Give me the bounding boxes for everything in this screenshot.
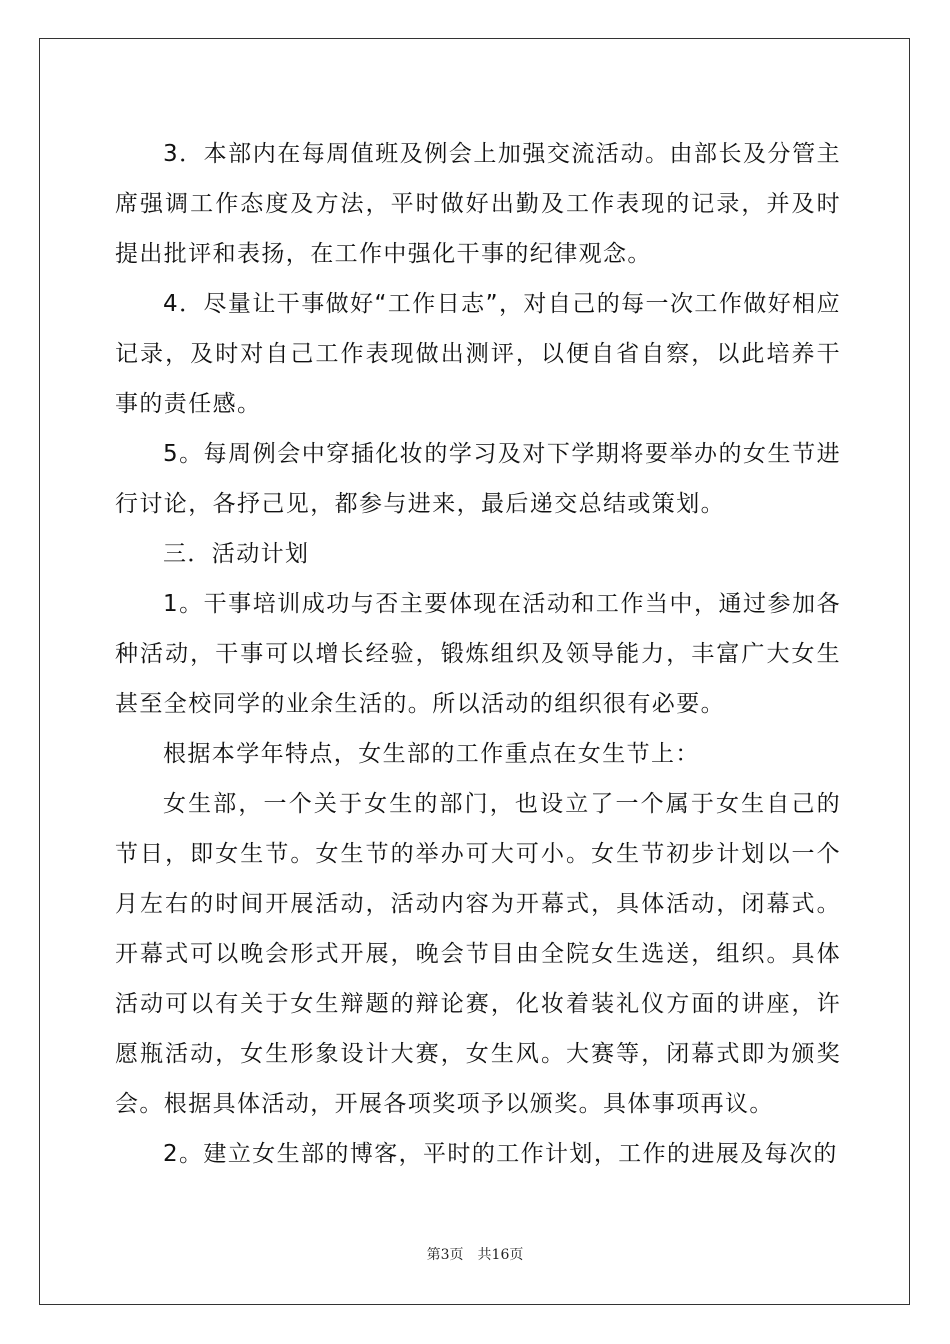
- document-body: [115, 129, 841, 1179]
- paragraph-item-4: 4．尽量让干事做好“工作日志”，对自己的每一次工作做好相应记录，及时对自己工作表现做出测评，以便自省自察，以此培养干事的责任感。: [115, 291, 841, 417]
- page-footer: [0, 1244, 950, 1264]
- paragraph-item-5: 5。每周例会中穿插化妆的学习及对下学期将要举办的女生节进行讨论，各抒己见，都参与进来，最后递交总结或策划。: [115, 441, 841, 517]
- page-number-current: 第3页: [426, 1247, 464, 1263]
- paragraph-item-3: 3．本部内在每周值班及例会上加强交流活动。由部长及分管主席强调工作态度及方法，平时做好出勤及工作表现的记录，并及时提出批评和表扬，在工作中强化干事的纪律观念。: [115, 141, 841, 267]
- section-heading-activity-plan: 三．活动计划: [163, 541, 310, 567]
- paragraph-focus: 根据本学年特点，女生部的工作重点在女生节上：: [163, 741, 700, 767]
- page-number-total: 共16页: [477, 1247, 524, 1263]
- paragraph-activity-1: 1。干事培训成功与否主要体现在活动和工作当中，通过参加各种活动，干事可以增长经验，锻炼组织及领导能力，丰富广大女生甚至全校同学的业余生活的。所以活动的组织很有必要。: [115, 591, 841, 717]
- paragraph-girls-festival: 女生部，一个关于女生的部门，也设立了一个属于女生自己的节日，即女生节。女生节的举办可大可小。女生节初步计划以一个月左右的时间开展活动，活动内容为开幕式，具体活动，闭幕式。开幕式可以晚会形式开展，晚会节目由全院女生选送，组织。具体活动可以有关于女生辩题的辩论赛，化妆着装礼仪方面的讲座，许愿瓶活动，女生形象设计大赛，女生风。大赛等，闭幕式即为颁奖会。根据具体活动，开展各项奖项予以颁奖。具体事项再议。: [115, 791, 841, 1117]
- paragraph-activity-2: 2。建立女生部的博客，平时的工作计划，工作的进展及每次的: [163, 1141, 838, 1167]
